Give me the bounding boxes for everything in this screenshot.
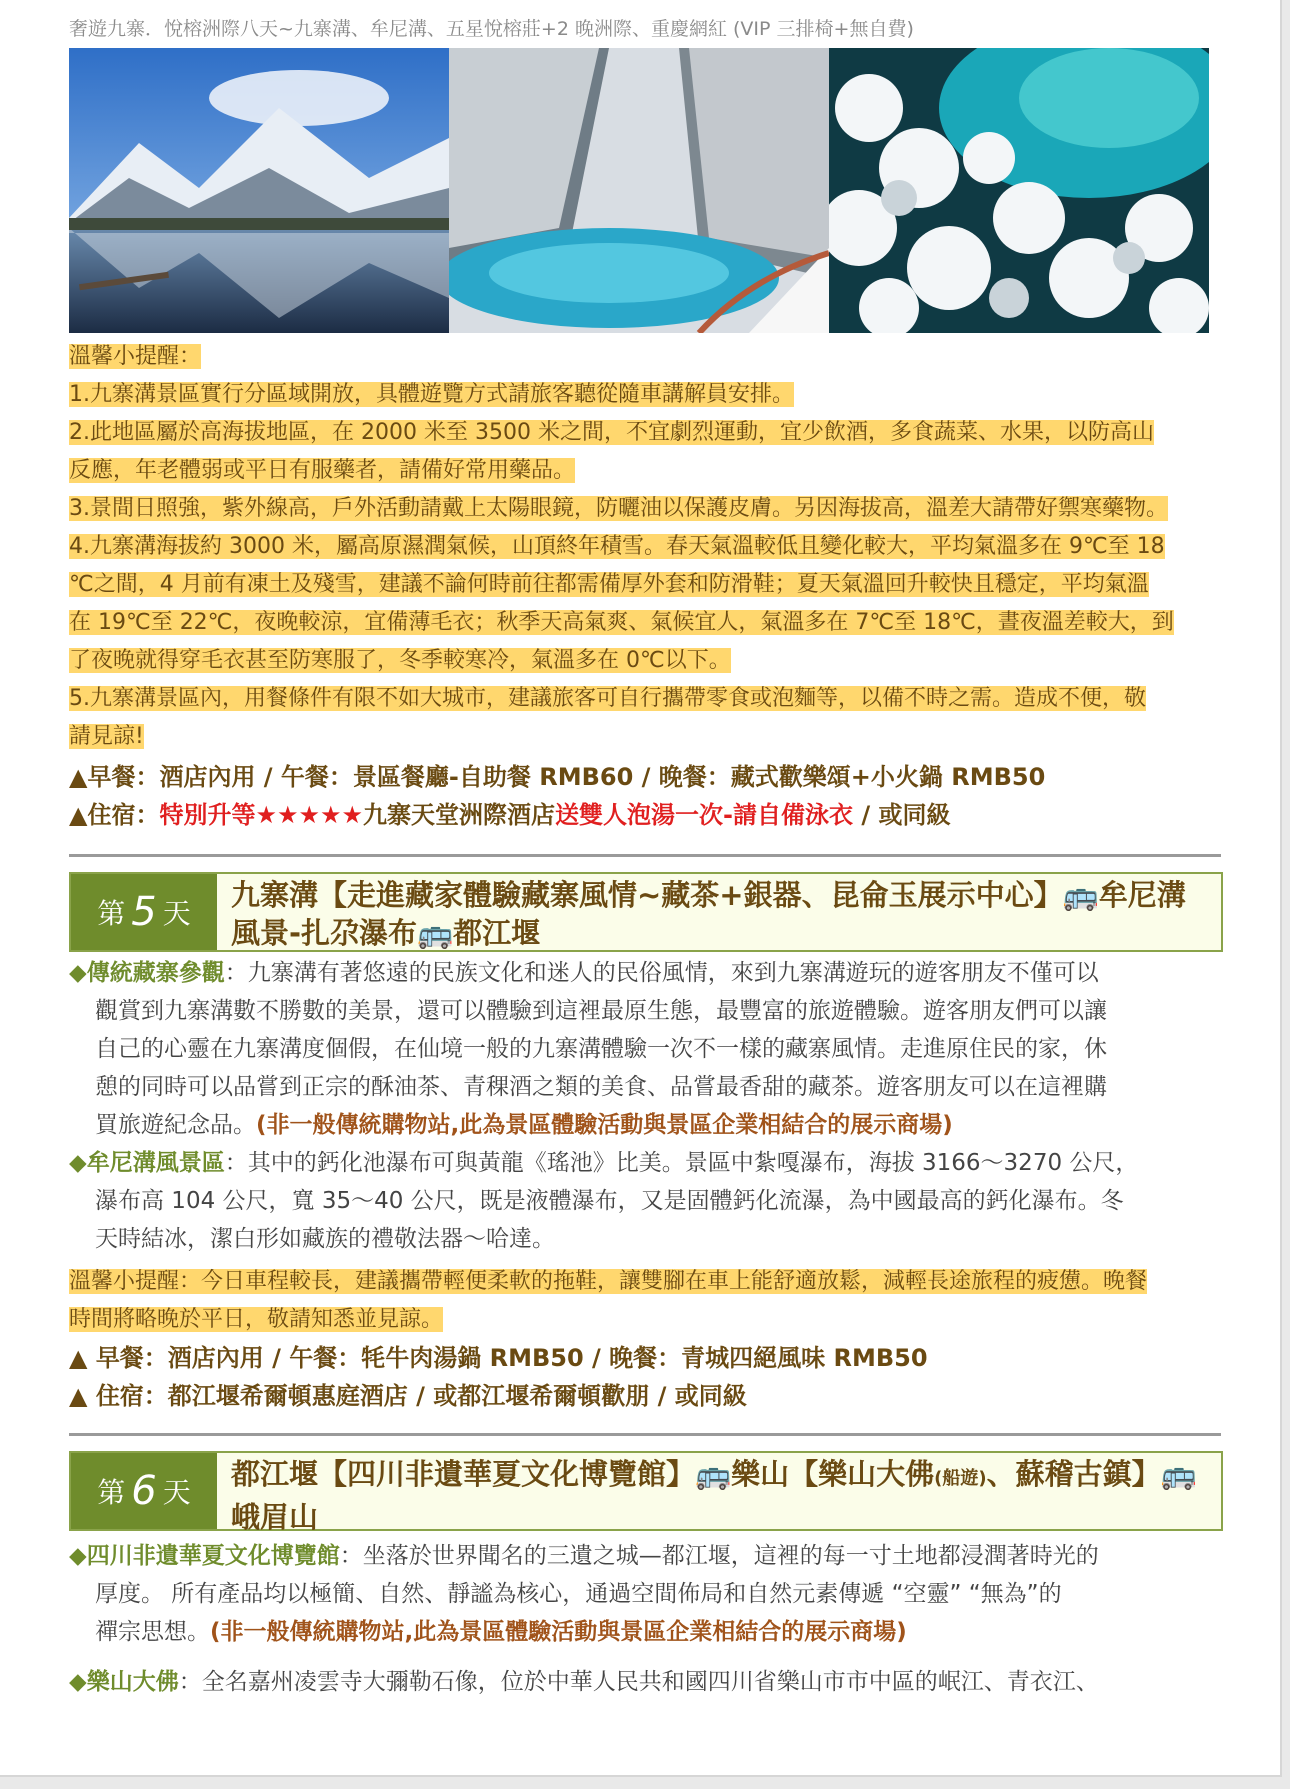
snowy-lake-mountain-photo [69,48,449,333]
day5-label: 第 5 天 [71,874,217,950]
day5-tibetan-village: ◆傳統藏寨參觀：九寨溝有著悠遠的民族文化和迷人的民俗風情，來到九寨溝遊玩的遊客朋友不僅可以 觀賞到九寨溝數不勝數的美景，還可以體驗到這裡最原生態，最豐富的旅遊體驗。遊客朋友們可以讓 自己的心靈在九寨溝度個假，在仙境一般的九寨溝體驗一次不一樣的藏寨風情。走進原住民的家，休 憩的同時可以品嘗到正宗的酥油茶、青稞酒之類的美食、品嘗最香甜的藏茶。遊客朋友可以在這裡購 買旅遊紀念品。(非一般傳統購物站,此為景區體驗活動與景區企業相結合的展示商場) [69,960,1107,1138]
tip-line: 3.景間日照強，紫外線高，戶外活動請戴上太陽眼鏡，防曬油以保護皮膚。另因海拔高，溫差大請帶好禦寒藥物。 [69,496,1168,521]
day5-reminder: 溫馨小提醒：今日車程較長，建議攜帶輕便柔軟的拖鞋，讓雙腳在車上能舒適放鬆，減輕長途旅程的疲憊。晚餐 時間將略晚於平日，敬請知悉並見諒。 [69,1269,1148,1332]
day5-title: 九寨溝【走進藏家體驗藏寨風情~藏茶+銀器、昆侖玉展示中心】🚌牟尼溝 風景-扎尕瀑布🚌都江堰 [231,878,1186,950]
snowy-forest-turquoise-lake-photo [829,48,1209,333]
tips-title: 溫馨小提醒： [69,344,202,369]
day5-meals-stay [69,1339,1221,1415]
tip-line: 了夜晚就得穿毛衣甚至防寒服了，冬季較寒冷，氣溫多在 0℃以下。 [69,648,731,673]
day6-title: 都江堰【四川非遺華夏文化博覽館】🚌樂山【樂山大佛(船遊)、蘇稽古鎮】🚌 峨眉山 [231,1457,1197,1534]
day5-stay: ▲ 住宿：都江堰希爾頓惠庭酒店 / 或都江堰希爾頓歡朋 / 或同級 [69,1382,747,1410]
day6-header [69,1451,1223,1534]
tip-line: 請見諒! [69,724,144,749]
tip-line: 4.九寨溝海拔約 3000 米，屬高原濕潤氣候，山頂終年積雪。春天氣溫較低且變化較大，平均氣溫多在 9℃至 18 [69,534,1165,559]
day5-meals: ▲ 早餐：酒店內用 / 午餐：牦牛肉湯鍋 RMB50 / 晚餐：青城四絕風味 RMB50 [69,1344,928,1372]
day5-munigou: ◆牟尼溝風景區：其中的鈣化池瀑布可與黃龍《瑤池》比美。景區中紮嘎瀑布，海拔 3166～3270 公尺， 瀑布高 104 公尺，寬 35～40 公尺，既是液體瀑布，又是固體鈣化流瀑，為中國最高的鈣化瀑布。冬 天時結冰，潔白形如藏族的禮敬法器～哈達。 [69,1150,1139,1252]
day6-leshan-buddha: ◆樂山大佛：全名嘉州凌雲寺大彌勒石像，位於中華人民共和國四川省樂山市市中區的岷江、青衣江、 [69,1669,1099,1695]
tip-line: 1.九寨溝景區實行分區域開放，具體遊覽方式請旅客聽從隨車講解員安排。 [69,382,794,407]
day4-meals: ▲早餐：酒店內用 / 午餐：景區餐廳-自助餐 RMB60 / 晚餐：藏式歡樂頌+小火鍋 RMB50 [69,763,1046,791]
section-divider [69,854,1221,857]
section-divider [69,1433,1221,1436]
photo-strip [69,48,1211,333]
day6-label: 第 6 天 [71,1453,217,1529]
tip-line: 反應，年老體弱或平日有服藥者，請備好常用藥品。 [69,458,576,483]
day5-header [69,872,1223,952]
tip-line: 5.九寨溝景區內，用餐條件有限不如大城市，建議旅客可自行攜帶零食或泡麵等，以備不時之需。造成不便，敬 [69,686,1146,711]
day6-heritage-museum: ◆四川非遺華夏文化博覽館：坐落於世界聞名的三遺之城—都江堰，這裡的每一寸土地都浸潤著時光的 厚度。 所有產品均以極簡、自然、靜謐為核心，通過空間佈局和自然元素傳遞 “空靈” “無為”的 禪宗思想。(非一般傳統購物站,此為景區體驗活動與景區企業相結合的展示商場) [69,1543,1099,1645]
day4-meals-stay [69,758,1221,834]
travel-tips-section [69,338,1221,756]
tip-line: 2.此地區屬於高海拔地區，在 2000 米至 3500 米之間，不宜劇烈運動，宜少飲酒，多食蔬菜、水果，以防高山 [69,420,1154,445]
tip-line: 在 19℃至 22℃，夜晚較涼，宜備薄毛衣；秋季天高氣爽、氣候宜人，氣溫多在 7℃至 18℃，晝夜溫差較大，到 [69,610,1174,635]
frozen-blue-pool-photo [449,48,829,333]
tip-line: ℃之間，4 月前有凍土及殘雪，建議不論何時前往都需備厚外套和防滑鞋；夏天氣溫回升較快且穩定，平均氣溫 [69,572,1149,597]
day4-stay: ▲住宿：特別升等★★★★★九寨天堂洲際酒店送雙人泡湯一次-請自備泳衣 / 或同級 [69,801,951,829]
itinerary-header: 奢遊九寨．悅榕洲際八天~九寨溝、牟尼溝、五星悅榕莊+2 晚洲際、重慶網紅 (VIP 三排椅+無自費) [69,18,914,40]
